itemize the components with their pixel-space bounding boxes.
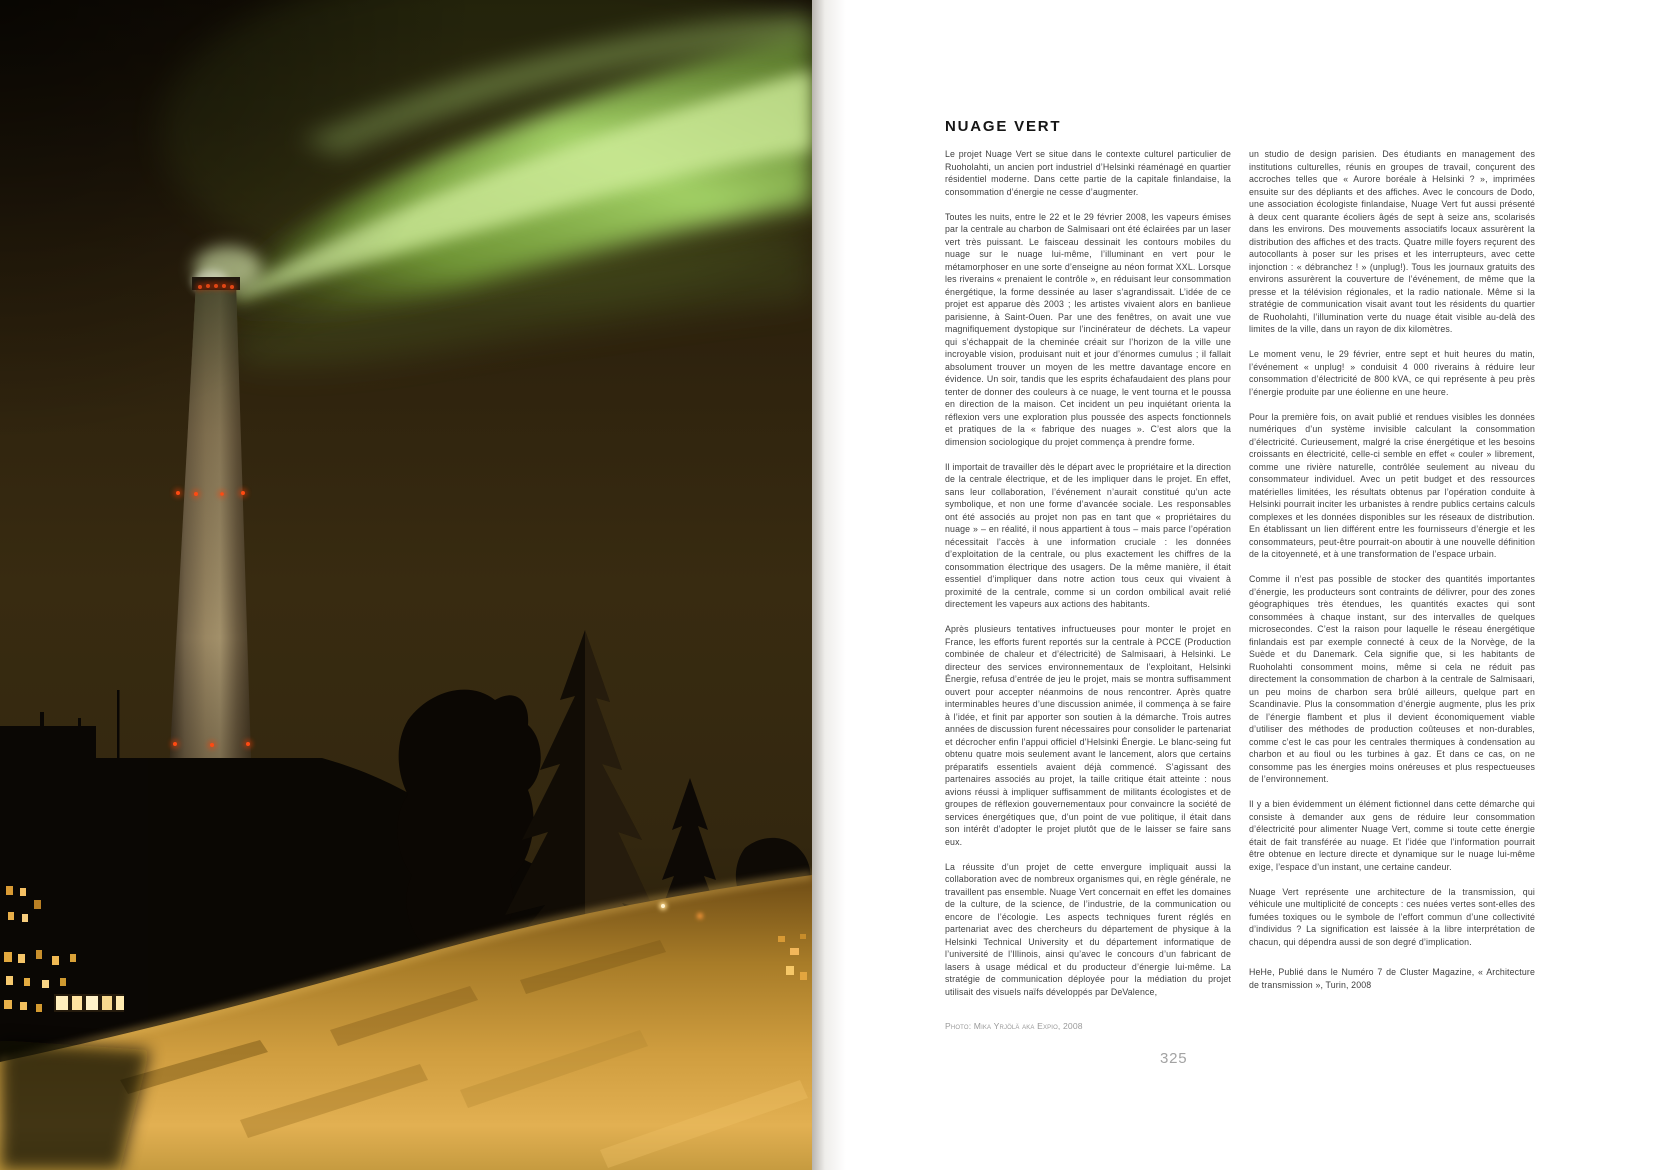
paragraph: Après plusieurs tentatives infructueuses pour monter le projet en France, les efforts furent reportés sur la centrale à PCCE (Production combinée de chaleur et d’électricité) de Salmisaari, à Helsinki. Le directeur des services environnementaux de l’exploitant, Helsinki Énergie, refusa d’entrée de jeu le projet, mais se montra suffisamment ouvert pour accepter néanmoins de nous rencontrer. Après quatre interminables heures d’une discussion animée, il commença à se faire à l’idée, et finit par apporter son soutien à la démarche. Trois autres années de discussion furent nécessaires pour consolider le partenariat et décrocher enfin l’appui officiel d’Helsinki Énergie. Le blanc-seing fut obtenu quatre mois seulement avant le lancement, alors que certains préparatifs essentiels avaient déjà commencé. S’agissant des partenaires associés au projet, la taille critique était atteinte : nous avions réussi à impliquer suffisamment de militants écologistes et de groupes de réflexion gouvernementaux pour convaincre la société de services énergétiques que, d’un point de vue politique, il était dans son intérêt d’adopter le projet plutôt que de le laisser se faire sans eux. [945,624,1231,847]
paragraph: Il importait de travailler dès le départ avec le propriétaire et la direction de la centrale électrique, et de les impliquer dans le projet. En effet, sans leur collaboration, l’événement n’aurait constitué qu’un acte symbolique, et non une forme d’avancée sociale. Les responsables ont été associés au projet non pas en tant que « propriétaires du nuage » – en réalité, il nous appartient à tous – mais parce l’opération nécessitait l’accès à une information cruciale : les données d’exploitation de la centrale, ou plus exactement les chiffres de la consommation électrique des usagers. De la même manière, il était essentiel d’impliquer dans notre action tous ceux qui vivaient à proximité de la centrale, comme si un cordon ombilical avait relié directement les vapeurs aux actions des habitants. [945,461,1231,609]
text-column-left [945,148,1231,1045]
paragraph: Comme il n’est pas possible de stocker des quantités importantes d’énergie, les producteurs sont contraints de délivrer, pour des zones géographiques très étendues, les quantités exactes qui sont consommées à chaque instant, sur des intervalles de quelques microsecondes. C’est la raison pour laquelle le réseau énergétique finlandais est par exemple connecté à ceux de la Norvège, de la Suède et du Danemark. Cela signifie que, si les habitants de Ruoholahti consomment moins, même si cela ne réduit pas directement la consommation de charbon à la centrale de Salmisaari, un peu moins de charbon sera brûlé ailleurs, quelque part en Scandinavie. Plus la consommation d’énergie augmente, plus les prix de l’énergie flambent et plus il devient économiquement viable d’utiliser des méthodes de production coûteuses et non-durables, comme c’est le cas pour les centrales thermiques à condensation au charbon et au fioul ou les turbines à gaz. Et dans ce cas, on ne consomme pas les énergies moins onéreuses et plus respectueuses de l’environnement. [1249,574,1535,784]
corner-vignette [0,0,560,520]
page-number: 325 [1160,1050,1188,1067]
paragraph: Toutes les nuits, entre le 22 et le 29 février 2008, les vapeurs émises par la centrale au charbon de Salmisaari ont été éclairées par un laser vert très puissant. Le faisceau dessinait les contours mobiles du nuage sur le nuage lui-même, l’illuminant en vert pour le métamorphoser en une sorte d’enseigne au néon format XXL. Lorsque les riverains « prenaient le contrôle », en réduisant leur consommation énergétique, la forme dessinée au laser s’agrandissait. L’idée de ce projet est apparue dès 2003 ; les artistes vivaient alors en banlieue parisienne, à Saint-Ouen. Par une des fenêtres, on avait une vue magnifiquement dystopique sur l’incinérateur de déchets. La vapeur qui s’échappait de la cheminée créait sur l’horizon de la ville une incroyable vision, produisant nuit et jour d’énormes cumulus ; il fallait absolument trouver un moyen de les mettre davantage encore en évidence. Un soir, tandis que les esprits échafaudaient des plans pour tenter de donner des couleurs à ce nuage, le vent tourna et le poussa en direction de la maison. Cet incident un peu inquiétant orienta la réflexion vers une exploration plus poussée des aspects fonctionnels et pratiques de la « fabrique des nuages ». C’est alors que la dimension sociologique du projet commença à prendre forme. [945,211,1231,447]
text-column-right [1249,148,1535,1004]
paragraph: un studio de design parisien. Des étudiants en management des institutions culturelles, réunis en groupes de travail, conçurent des accroches telles que « Aurore boréale à Helsinki ? », imprimées ensuite sur des dépliants et des affiches. Avec le concours de Dodo, une association écologiste finlandaise, Nuage Vert fut aussi présenté à deux cent quarante écoliers âgés de sept à seize ans, scolarisés dans les environs. Des mouvements associatifs locaux assurèrent la distribution des affiches et des tracts. Quatre mille foyers reçurent des autocollants à poser sur les prises et les interrupteurs, avec cette injonction : « débranchez ! » (unplug!). Tous les journaux gratuits des environs assurèrent la couverture de l’événement, de même que la presse et la télévision régionales, et la radio nationale. Même si la stratégie de communication visait avant tout les résidents du quartier de Ruoholahti, l’illumination verte du nuage était visible au-delà des limites de la ville, dans un rayon de dix kilomètres. [1249,149,1535,334]
page-gutter-shadow [812,0,846,1170]
paragraph: Il y a bien évidemment un élément fictionnel dans cette démarche qui consiste à demander aux gens de réduire leur consommation d’électricité pour alimenter Nuage Vert, comme si toute cette énergie était de fait transférée au nuage. Et l’idée que l’information pourrait être obtenue en lecture directe et dynamique sur le nuage lui-même exige, l’espace d’un instant, une certaine candeur. [1249,799,1535,872]
paragraph: Le projet Nuage Vert se situe dans le contexte culturel particulier de Ruoholahti, un ancien port industriel d’Helsinki réaménagé en quartier résidentiel moderne. Dans cette partie de la capitale finlandaise, la consommation d’énergie ne cesse d’augmenter. [945,149,1231,197]
left-page-photo [0,0,812,1170]
paragraph: Pour la première fois, on avait publié et rendues visibles les données numériques d’un système invisible calculant la consommation d’électricité. Curieusement, malgré la crise énergétique et les besoins croissants en électricité, celle-ci semble en effet « couler » librement, comme une rivière naturelle, contrôlée seulement au niveau du consommateur individuel. Avec un petit budget et des ressources matérielles limitées, les résultats obtenus par l’opération conduite à Helsinki pourrait inciter les urbanistes à rendre publics certains calculs complexes et les données disponibles sur les réseaux de distribution. En établissant un lien différent entre les fournisseurs d’énergie et les consommateurs, peut-être pourrait-on aboutir à une nouvelle définition de la citoyenneté, et à une transformation de l’espace urbain. [1249,411,1535,559]
photo-credit: Photo: Mika Yrjölä aka Expio, 2008 [945,1021,1083,1031]
antenna-pole [117,690,120,758]
paragraph: Nuage Vert représente une architecture de la transmission, qui véhicule une multiplicité de concepts : ces nuées vertes sont-elles des fumées toxiques ou le symbole de l’effort commun d’une collectivité d’individus ? La signification est laissée à la libre interprétation de chacun, qui dépendra aussi de son degré d’implication. [1249,886,1535,947]
night-photo [0,0,812,1170]
page-title: NUAGE VERT [945,118,1062,136]
attribution-note: HeHe, Publié dans le Numéro 7 de Cluster Magazine, « Architecture de transmission », Turin, 2008 [1249,967,1535,990]
paragraph: Le moment venu, le 29 février, entre sept et huit heures du matin, l’événement « unplug! » conduisit 4 000 riverains à réduire leur consommation d’électricité de 800 kVA, ce qui représente à peu près l’énergie produite par une éolienne en une heure. [1249,349,1535,397]
paragraph: La réussite d’un projet de cette envergure impliquait aussi la collaboration avec de nombreux organismes qui, en règle générale, ne travaillent pas ensemble. Nuage Vert concernait en effet les domaines de la culture, de la science, de l’industrie, de la communication ou encore de l’écologie. Les aspects techniques furent réglés en partenariat avec des chercheurs du département de physique à la Helsinki Technical University et du département informatique de l’université de l’Illinois, ainsi qu’avec le concours d’un fabricant de lasers à usage médical et du producteur d’énergie lui-même. La stratégie de communication déployée pour la médiation du projet utilisait des visuels naïfs développés par DeValence, [945,861,1231,997]
